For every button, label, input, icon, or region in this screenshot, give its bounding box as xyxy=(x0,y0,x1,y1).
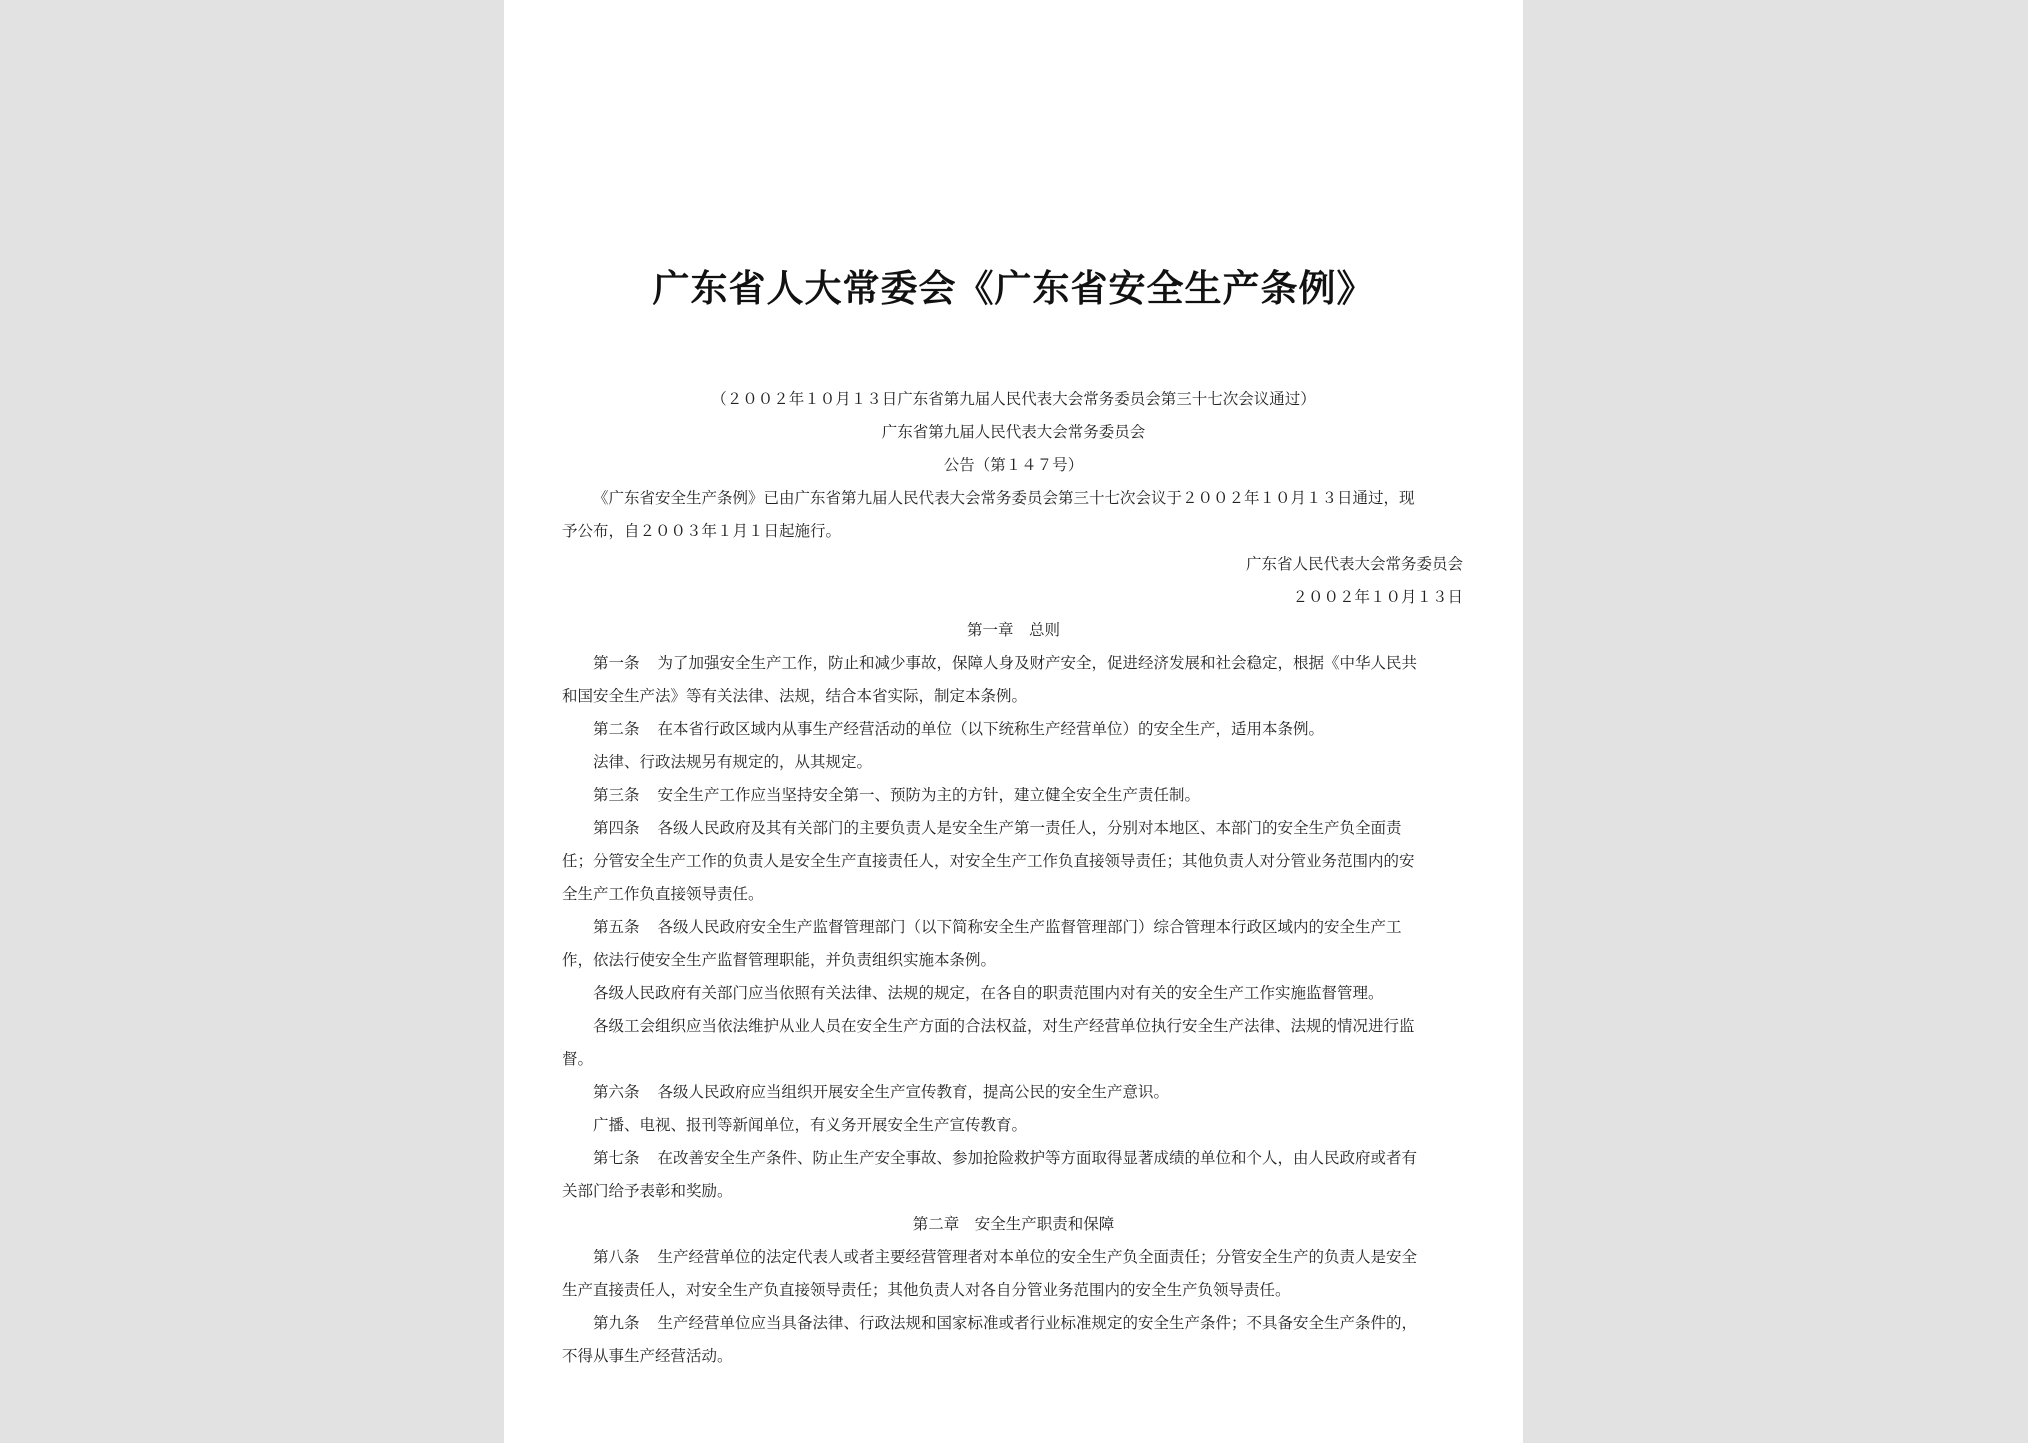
signatory: 广东省人民代表大会常务委员会 xyxy=(1245,555,1463,573)
article-1-line-2: 和国安全生产法》等有关法律、法规，结合本省实际，制定本条例。 xyxy=(562,687,1028,705)
article-text: 各级人民政府安全生产监督管理部门（以下简称安全生产监督管理部门）综合管理本行政区域内的安全生产工 xyxy=(657,918,1402,936)
signature-date: ２００２年１０月１３日 xyxy=(1292,588,1463,606)
article-7-line-1 xyxy=(593,1148,1417,1168)
article-label: 第六条 xyxy=(593,1083,640,1101)
document-page xyxy=(504,0,1523,1443)
article-8-line-2: 生产直接责任人，对安全生产负直接领导责任；其他负责人对各自分管业务范围内的安全生产负领导责任。 xyxy=(562,1281,1291,1299)
article-5-para-2: 各级人民政府有关部门应当依照有关法律、法规的规定，在各自的职责范围内对有关的安全生产工作实施监督管理。 xyxy=(593,984,1384,1002)
promulgation-line-2: 予公布，自２００３年１月１日起施行。 xyxy=(562,522,842,540)
article-label: 第一条 xyxy=(593,654,640,672)
chapter-1-heading: 第一章 总则 xyxy=(966,621,1060,639)
article-9-line-1 xyxy=(593,1313,1417,1333)
article-6-line-1 xyxy=(593,1082,1169,1102)
chapter-2-heading: 第二章 安全生产职责和保障 xyxy=(912,1215,1115,1233)
article-text: 在改善安全生产条件、防止生产安全事故、参加抢险救护等方面取得显著成绩的单位和个人，由人民政府或者有 xyxy=(657,1149,1418,1167)
article-5-para-3-line-1: 各级工会组织应当依法维护从业人员在安全生产方面的合法权益，对生产经营单位执行安全生产法律、法规的情况进行监 xyxy=(593,1017,1415,1035)
article-8-line-1 xyxy=(593,1247,1417,1267)
article-2-para-2: 法律、行政法规另有规定的，从其规定。 xyxy=(593,753,873,771)
article-1-line-1 xyxy=(593,653,1417,673)
article-7-line-2: 关部门给予表彰和奖励。 xyxy=(562,1182,733,1200)
adoption-note: （２００２年１０月１３日广东省第九届人民代表大会常务委员会第三十七次会议通过） xyxy=(711,390,1316,408)
notice-number: 公告（第１４７号） xyxy=(943,456,1084,474)
article-label: 第五条 xyxy=(593,918,640,936)
article-5-para-3-line-2: 督。 xyxy=(562,1050,594,1068)
article-4-line-3: 全生产工作负直接领导责任。 xyxy=(562,885,764,903)
article-label: 第四条 xyxy=(593,819,640,837)
document-title: 广东省人大常委会《广东省安全生产条例》 xyxy=(652,266,1375,310)
article-text: 为了加强安全生产工作，防止和减少事故，保障人身及财产安全，促进经济发展和社会稳定，根据《中华人民共 xyxy=(657,654,1418,672)
article-6-para-2: 广播、电视、报刊等新闻单位，有义务开展安全生产宣传教育。 xyxy=(593,1116,1028,1134)
article-5-line-1 xyxy=(593,917,1402,937)
article-text: 各级人民政府应当组织开展安全生产宣传教育，提高公民的安全生产意识。 xyxy=(657,1083,1170,1101)
article-text: 生产经营单位的法定代表人或者主要经营管理者对本单位的安全生产负全面责任；分管安全生产的负责人是安全 xyxy=(657,1248,1418,1266)
article-label: 第九条 xyxy=(593,1314,640,1332)
article-9-line-2: 不得从事生产经营活动。 xyxy=(562,1347,733,1365)
article-text: 各级人民政府及其有关部门的主要负责人是安全生产第一责任人，分别对本地区、本部门的安全生产负全面责 xyxy=(657,819,1402,837)
article-label: 第二条 xyxy=(593,720,640,738)
article-text: 安全生产工作应当坚持安全第一、预防为主的方针，建立健全安全生产责任制。 xyxy=(657,786,1201,804)
article-label: 第七条 xyxy=(593,1149,640,1167)
issuer: 广东省第九届人民代表大会常务委员会 xyxy=(881,423,1146,441)
article-label: 第八条 xyxy=(593,1248,640,1266)
article-4-line-1 xyxy=(593,818,1402,838)
article-text: 在本省行政区域内从事生产经营活动的单位（以下统称生产经营单位）的安全生产，适用本条例。 xyxy=(657,720,1325,738)
article-2-line-1 xyxy=(593,719,1324,739)
article-label: 第三条 xyxy=(593,786,640,804)
article-5-line-2: 作，依法行使安全生产监督管理职能，并负责组织实施本条例。 xyxy=(562,951,997,969)
article-text: 生产经营单位应当具备法律、行政法规和国家标准或者行业标准规定的安全生产条件；不具备安全生产条件的， xyxy=(657,1314,1418,1332)
article-4-line-2: 任；分管安全生产工作的负责人是安全生产直接责任人，对安全生产工作负直接领导责任；其他负责人对分管业务范围内的安 xyxy=(562,852,1415,870)
article-3-line-1 xyxy=(593,785,1200,805)
promulgation-line-1: 《广东省安全生产条例》已由广东省第九届人民代表大会常务委员会第三十七次会议于２００２年１０月１３日通过，现 xyxy=(593,489,1415,507)
